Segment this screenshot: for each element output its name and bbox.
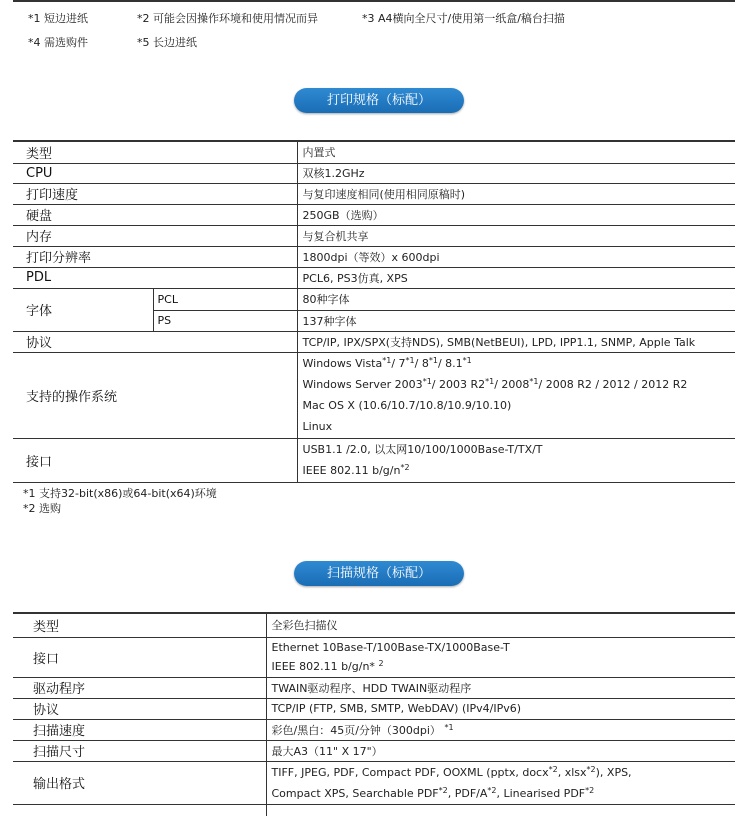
table-row [13, 204, 735, 225]
format-line-1: TIFF, JPEG, PDF, Compact PDF, OOXML (pptx, docx$^{*2}$, xlsx$^{*2}$), XPS, [271, 764, 632, 779]
row-label: 字体 [13, 288, 153, 331]
note-4: *4 需选购件 [28, 36, 88, 49]
table-row [13, 761, 735, 804]
scan-spec-table [13, 612, 735, 816]
row-label: 打印速度 [13, 183, 297, 204]
table-row [13, 719, 735, 740]
row-value: 彩色/黑白：45页/分钟（300dpi） $^{*1}$ [266, 719, 735, 740]
row-sublabel: PCL [153, 288, 297, 310]
row-label: 输出格式 [13, 761, 266, 804]
os-windows-server: Windows Server 2003$^{*1}$/ 2003 R2$^{*1}$/ 2008$^{*1}$/ 2008 R2 / 2012 / 2012 R2 [302, 377, 688, 391]
table-row [13, 163, 735, 183]
row-value: PCL6, PS3仿真, XPS [297, 267, 735, 288]
row-value [266, 637, 735, 677]
table-row [13, 183, 735, 204]
row-value: 全彩色扫描仪 [266, 613, 735, 637]
interface-ethernet: Ethernet 10Base-T/100Base-TX/1000Base-T [271, 641, 510, 654]
table-row [13, 267, 735, 288]
row-label: 驱动程序 [13, 677, 266, 698]
row-value: 1800dpi（等效）x 600dpi [297, 246, 735, 267]
row-value: 与复合机共享 [297, 225, 735, 246]
note-2: *2 可能会因操作环境和使用情况而异 [137, 12, 318, 25]
row-value: 与复印速度相同(使用相同原稿时) [297, 183, 735, 204]
row-label: 接口 [13, 438, 297, 482]
row-value: TCP/IP, IPX/SPX(支持NDS), SMB(NetBEUI), LPD, IPP1.1, SNMP, Apple Talk [297, 331, 735, 352]
table-row [13, 637, 735, 677]
row-value: 内置式 [297, 141, 735, 163]
print-spec-title: 打印规格（标配） [294, 88, 464, 113]
row-label: 协议 [13, 698, 266, 719]
row-label: 接口 [13, 637, 266, 677]
table-row [13, 677, 735, 698]
row-value: TCP/IP (FTP, SMB, SMTP, WebDAV) (IPv4/IPv6) [266, 698, 735, 719]
note-1: *1 短边进纸 [28, 12, 88, 25]
os-mac: Mac OS X (10.6/10.7/10.8/10.9/10.10) [302, 399, 512, 412]
row-sublabel: PS [153, 310, 297, 331]
table-row [13, 438, 735, 482]
print-spec-table [13, 140, 735, 483]
table-row [13, 288, 735, 310]
table-row [13, 246, 735, 267]
row-label: 类型 [13, 613, 266, 637]
top-notes [0, 0, 750, 60]
table-row [13, 141, 735, 163]
row-label: CPU [13, 163, 297, 183]
row-value: TWAIN驱动程序、HDD TWAIN驱动程序 [266, 677, 735, 698]
table-row [13, 352, 735, 438]
scan-spec-title: 扫描规格（标配） [294, 561, 464, 586]
row-value: 250GB（选购） [297, 204, 735, 225]
row-value [266, 761, 735, 804]
table-row [13, 698, 735, 719]
row-label: 类型 [13, 141, 297, 163]
print-footnote-2: *2 选购 [23, 502, 61, 515]
table-row-partial [13, 804, 735, 816]
format-line-2: Compact XPS, Searchable PDF$^{*2}$, PDF/$A^{*2}$, Linearised PDF$^{*2}$ [271, 785, 595, 800]
interface-usb: USB1.1 /2.0, 以太网10/100/1000Base-T/TX/T [302, 443, 543, 456]
table-row [13, 740, 735, 761]
note-3: *3 A4横向全尺寸/使用第一纸盒/稿台扫描 [362, 12, 565, 25]
row-value: 80种字体 [297, 288, 735, 310]
table-row [13, 331, 735, 352]
row-value: 双核1.2GHz [297, 163, 735, 183]
row-value: 137种字体 [297, 310, 735, 331]
row-label: 协议 [13, 331, 297, 352]
row-label: 硬盘 [13, 204, 297, 225]
row-label: 内存 [13, 225, 297, 246]
interface-wifi: IEEE 802.11 b/g/n* $^2$ [271, 659, 384, 673]
table-row [13, 225, 735, 246]
note-5: *5 长边进纸 [137, 36, 197, 49]
os-windows: Windows Vista$^{*1}$/ 7$^{*1}$/ 8$^{*1}$/ 8.1$^{*1}$ [302, 356, 472, 370]
print-footnote-1: *1 支持32-bit(x86)或64-bit(x64)环境 [23, 487, 217, 500]
row-label: 打印分辨率 [13, 246, 297, 267]
row-label: PDL [13, 267, 297, 288]
table-row [13, 613, 735, 637]
os-linux: Linux [302, 420, 333, 433]
row-label: 扫描尺寸 [13, 740, 266, 761]
row-value [297, 352, 735, 438]
row-label: 支持的操作系统 [13, 352, 297, 438]
row-value [297, 438, 735, 482]
interface-wifi: IEEE 802.11 $b/g/n^{*2}$ [302, 463, 410, 477]
row-label: 扫描速度 [13, 719, 266, 740]
row-value: 最大A3（11" X 17"） [266, 740, 735, 761]
